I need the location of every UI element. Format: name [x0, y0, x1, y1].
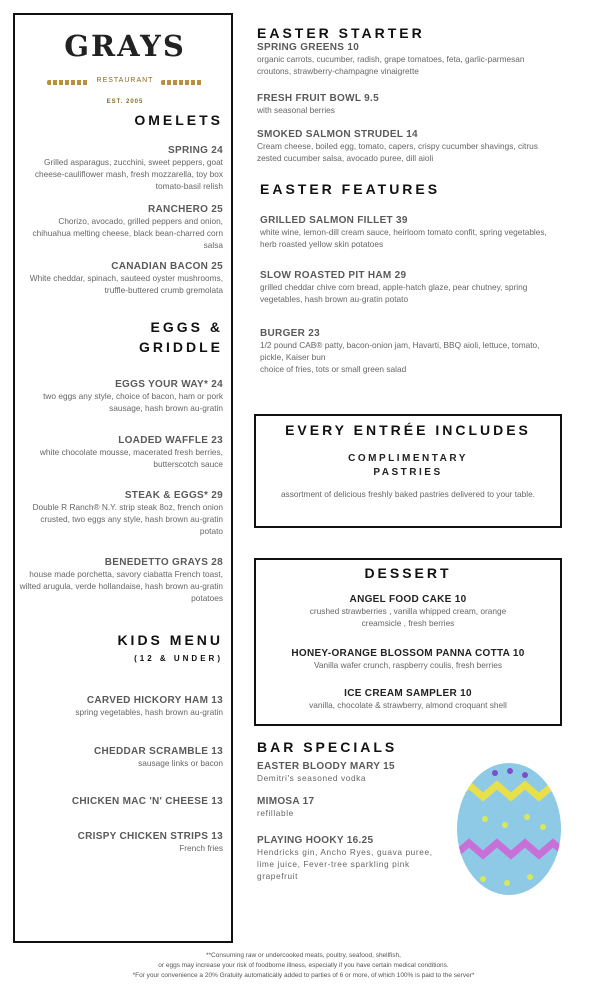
item-description: two eggs any style, choice of bacon, ham or pork sausage, hash brown au-gratin [43, 391, 223, 413]
item-name: ICE CREAM SAMPLER 10 [344, 688, 472, 699]
menu-item [18, 831, 223, 854]
item-description: Chorizo, avocado, grilled peppers and onion, chihuahua melting cheese, black bean-charred corn salsa [32, 216, 223, 250]
item-name: RANCHERO 25 [148, 204, 223, 215]
wheat-ornament-right [161, 80, 203, 85]
item-description: sausage links or bacon [138, 758, 223, 768]
item-description: refillable [257, 808, 294, 818]
kids-menu-heading: KIDS MENU [117, 632, 223, 648]
menu-item [260, 270, 550, 305]
menu-item [257, 761, 447, 784]
bar-specials-heading: BAR SPECIALS [257, 739, 398, 755]
dessert-heading: DESSERT [364, 565, 452, 581]
item-description: vanilla, chocolate & strawberry, almond croquant shell [309, 700, 507, 710]
logo-title: GRAYS [64, 29, 186, 63]
item-description: white chocolate mousse, macerated fresh berries, butterscotch sauce [39, 447, 223, 469]
complimentary-label: COMPLIMENTARY [348, 453, 468, 464]
item-name: HONEY-ORANGE BLOSSOM PANNA COTTA 10 [291, 648, 525, 659]
item-description: house made porchetta, savory ciabatta French toast, wilted arugula, verde hollandaise, hash brown au-gratin potatoes [19, 569, 223, 603]
menu-item [18, 261, 223, 296]
entree-description: assortment of delicious freshly baked pastries delivered to your table. [280, 489, 536, 499]
footer-line: or eggs may increase your risk of foodborne illness, especially if you have certain medical conditions. [158, 962, 449, 969]
menu-item [18, 145, 223, 192]
item-description: spring vegetables, hash brown au-gratin [75, 707, 223, 717]
item-description: Hendricks gin, Ancho Ryes, guava puree, lime juice, Fever-tree sparkling pink grapefruit [257, 847, 433, 881]
item-name: BURGER 23 [260, 328, 320, 339]
footer-line: *For your convenience a 20% Gratuity automatically added to parties of 6 or more, of which 100% is paid to the server* [132, 972, 475, 979]
item-description: Vanilla wafer crunch, raspberry coulis, fresh berries [314, 660, 502, 670]
logo-subtitle: RESTAURANT [96, 77, 154, 84]
easter-starter-heading: EASTER STARTER [257, 25, 425, 41]
menu-item [256, 688, 560, 711]
item-description: crushed strawberries , vanilla whipped cream, orange creamsicle , fresh berries [309, 606, 507, 628]
item-name: CARVED HICKORY HAM 13 [86, 695, 223, 706]
item-name: ANGEL FOOD CAKE 10 [349, 594, 467, 605]
item-name: EGGS YOUR WAY* 24 [115, 379, 223, 390]
kids-menu-subtitle: (12 & UNDER) [134, 654, 223, 663]
easter-features-heading: EASTER FEATURES [260, 181, 441, 197]
menu-item [256, 594, 560, 629]
restaurant-logo [45, 23, 205, 113]
item-name: MIMOSA 17 [257, 796, 315, 807]
menu-item [18, 490, 223, 537]
menu-item [257, 835, 439, 882]
item-name: CRISPY CHICKEN STRIPS 13 [77, 831, 223, 842]
menu-item [18, 204, 223, 251]
menu-item [18, 379, 223, 414]
item-description: Demitri's seasoned vodka [257, 773, 367, 783]
menu-item [257, 93, 557, 116]
eggs-griddle-heading [139, 317, 223, 357]
menu-item [18, 695, 223, 718]
item-name: CHICKEN MAC 'N' CHEESE 13 [71, 796, 223, 807]
item-name: SMOKED SALMON STRUDEL 14 [257, 129, 418, 140]
menu-item [18, 796, 223, 807]
item-description: white wine, lemon-dill cream sauce, heirloom tomato confit, spring vegetables, herb roasted yellow skin potatoes [260, 227, 547, 249]
item-description: grilled cheddar chive corn bread, apple-hatch glaze, pear chutney, spring vegetables, hash brown au-gratin potato [260, 282, 528, 304]
item-name: FRESH FRUIT BOWL 9.5 [257, 93, 379, 104]
item-description: 1/2 pound CAB® patty, bacon-onion jam, Havarti, BBQ aioli, lettuce, tomato, pickle, Kaiser bun [260, 340, 540, 362]
item-name: CANADIAN BACON 25 [111, 261, 223, 272]
easter-egg-icon [455, 757, 563, 897]
menu-item [257, 42, 557, 77]
logo-established: EST. 2005 [106, 99, 144, 105]
item-name: GRILLED SALMON FILLET 39 [260, 215, 408, 226]
heading-line: GRIDDLE [139, 339, 223, 355]
item-description: Cream cheese, boiled egg, tomato, capers, crispy cucumber shavings, citrus zested cucumber salsa, avocado puree, dill aioli [257, 141, 538, 163]
heading-line: EGGS & [150, 319, 223, 335]
menu-item [257, 796, 447, 819]
entree-includes-box [254, 414, 562, 528]
pastries-label: PASTRIES [373, 467, 443, 478]
left-menu-panel [13, 13, 233, 943]
item-name: LOADED WAFFLE 23 [118, 435, 223, 446]
item-name: BENEDETTO GRAYS 28 [104, 557, 223, 568]
menu-item [256, 648, 560, 671]
footer-line: **Consuming raw or undercooked meats, poultry, seafood, shellfish, [206, 952, 401, 959]
footer-disclaimer [0, 951, 607, 981]
item-description: Double R Ranch® N.Y. strip steak 8oz, french onion crusted, two eggs any style, hash brown au-gratin potato [32, 502, 223, 536]
entree-includes-heading: EVERY ENTRÉE INCLUDES [285, 422, 531, 438]
item-description: with seasonal berries [257, 105, 335, 115]
menu-item [257, 129, 557, 164]
dessert-box [254, 558, 562, 726]
item-name: EASTER BLOODY MARY 15 [257, 761, 395, 772]
item-description: Grilled asparagus, zucchini, sweet peppers, goat cheese-cauliflower mash, fresh mozzarella, toy box tomato-basil relish [34, 157, 223, 191]
item-name: SLOW ROASTED PIT HAM 29 [260, 270, 407, 281]
item-description: French fries [179, 843, 223, 853]
menu-item [18, 435, 223, 470]
item-name: STEAK & EGGS* 29 [124, 490, 223, 501]
menu-item [260, 215, 550, 250]
item-name: CHEDDAR SCRAMBLE 13 [93, 746, 223, 757]
item-name: PLAYING HOOKY 16.25 [257, 835, 374, 846]
menu-item [18, 746, 223, 769]
item-name: SPRING 24 [168, 145, 223, 156]
item-description: organic carrots, cucumber, radish, grape tomatoes, feta, garlic-parmesan croutons, strawberry-champagne vinaigrette [257, 54, 525, 76]
menu-item [18, 557, 223, 604]
menu-item [260, 328, 550, 375]
item-description-extra: choice of fries, tots or small green salad [260, 364, 407, 374]
item-name: SPRING GREENS 10 [257, 42, 360, 53]
item-description: White cheddar, spinach, sauteed oyster mushrooms, truffle-buttered crumb gremolata [29, 273, 223, 295]
omelets-heading: OMELETS [134, 112, 223, 128]
